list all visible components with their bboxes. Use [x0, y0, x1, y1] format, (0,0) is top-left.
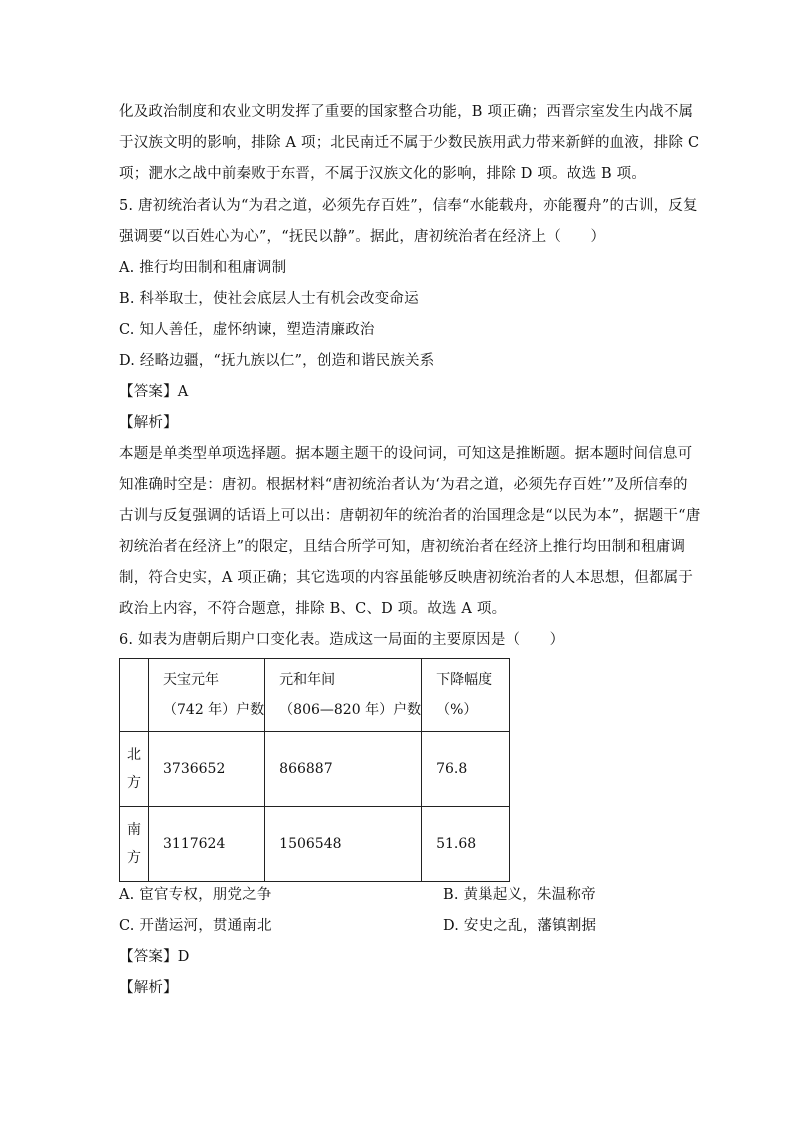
q5-analysis-line: 政治上内容，不符合题意，排除 B、C、D 项。故选 A 项。 — [119, 601, 507, 617]
header-label: 元和年间 — [279, 672, 336, 688]
region-label: 北 — [127, 747, 141, 763]
value-cell: 3117624 — [149, 807, 265, 882]
q5-option-b: B. 科举取士，使社会底层人士有机会改变命运 — [119, 291, 419, 307]
table-row — [120, 807, 510, 882]
header-label: （806—820 年）户数 — [279, 702, 422, 718]
q5-option-a: A. 推行均田制和租庸调制 — [119, 260, 287, 276]
q6-option-c: C. 开凿运河，贯通南北 — [119, 918, 272, 934]
table-header-cell — [149, 659, 265, 732]
text-line: 项；淝水之战中前秦败于东晋，不属于汉族文化的影响，排除 D 项。故选 B 项。 — [119, 166, 647, 182]
q5-stem-line1: 5. 唐初统治者认为“为君之道，必须先存百姓”，信奉“水能载舟，亦能覆舟”的古训，反复 — [119, 198, 698, 214]
text-line: 于汉族文明的影响，排除 A 项；北民南迁不属于少数民族用武力带来新鲜的血液，排除 C — [119, 135, 700, 151]
table-row — [120, 732, 510, 807]
q5-analysis-line: 初统治者在经济上”的限定，且结合所学可知，唐初统治者在经济上推行均田制和租庸调 — [119, 539, 686, 555]
value-cell: 1506548 — [265, 807, 422, 882]
table-header-cell — [265, 659, 422, 732]
table-header-row — [120, 659, 510, 732]
value-cell: 3736652 — [149, 732, 265, 807]
q6-option-b: B. 黄巢起义，朱温称帝 — [443, 887, 596, 903]
population-table — [119, 658, 510, 882]
table-corner-cell — [120, 659, 149, 732]
region-label: 南 — [127, 822, 141, 838]
q5-analysis-line: 知准确时空是：唐初。根据材料“唐初统治者认为‘为君之道，必须先存百姓’”及所信奉的 — [119, 477, 688, 493]
q5-analysis-line: 本题是单类型单项选择题。据本题主题干的设问词，可知这是推断题。据本题时间信息可 — [119, 446, 693, 462]
q6-stem: 6. 如表为唐朝后期户口变化表。造成这一局面的主要原因是（ ） — [119, 632, 565, 648]
value-cell: 51.68 — [422, 807, 510, 882]
q5-option-c: C. 知人善任，虚怀纳谏，塑造清廉政治 — [119, 322, 375, 338]
region-label: 方 — [127, 775, 141, 791]
q5-option-d: D. 经略边疆，“抚九族以仁”，创造和谐民族关系 — [119, 353, 435, 369]
q6-option-a: A. 宦官专权，朋党之争 — [119, 887, 272, 903]
q5-stem-line2: 强调要“以百姓心为心”，“抚民以静”。据此，唐初统治者在经济上（ ） — [119, 229, 606, 245]
value-cell: 76.8 — [422, 732, 510, 807]
q6-option-d: D. 安史之乱，藩镇割据 — [443, 918, 597, 934]
text-line: 化及政治制度和农业文明发挥了重要的国家整合功能，B 项正确；西晋宗室发生内战不属 — [119, 104, 694, 120]
value-cell: 866887 — [265, 732, 422, 807]
table-header-cell — [422, 659, 510, 732]
q5-answer: 【答案】A — [119, 384, 189, 400]
q5-analysis-line: 古训与反复强调的话语上可以出：唐朝初年的统治者的治国理念是“以民为本”，据题干“唐 — [119, 508, 701, 524]
header-label: 天宝元年 — [163, 672, 219, 688]
q5-analysis-line: 制，符合史实，A 项正确；其它选项的内容虽能够反映唐初统治者的人本思想，但都属于 — [119, 570, 694, 586]
header-label: 下降幅度 — [436, 672, 493, 688]
q5-analysis-title: 【解析】 — [119, 415, 178, 431]
q6-answer: 【答案】D — [119, 949, 190, 965]
q6-analysis-title: 【解析】 — [119, 980, 178, 996]
region-cell — [120, 732, 149, 807]
header-label: （742 年）户数 — [163, 702, 265, 718]
region-label: 方 — [127, 850, 141, 866]
header-label: （%） — [436, 702, 478, 718]
region-cell — [120, 807, 149, 882]
